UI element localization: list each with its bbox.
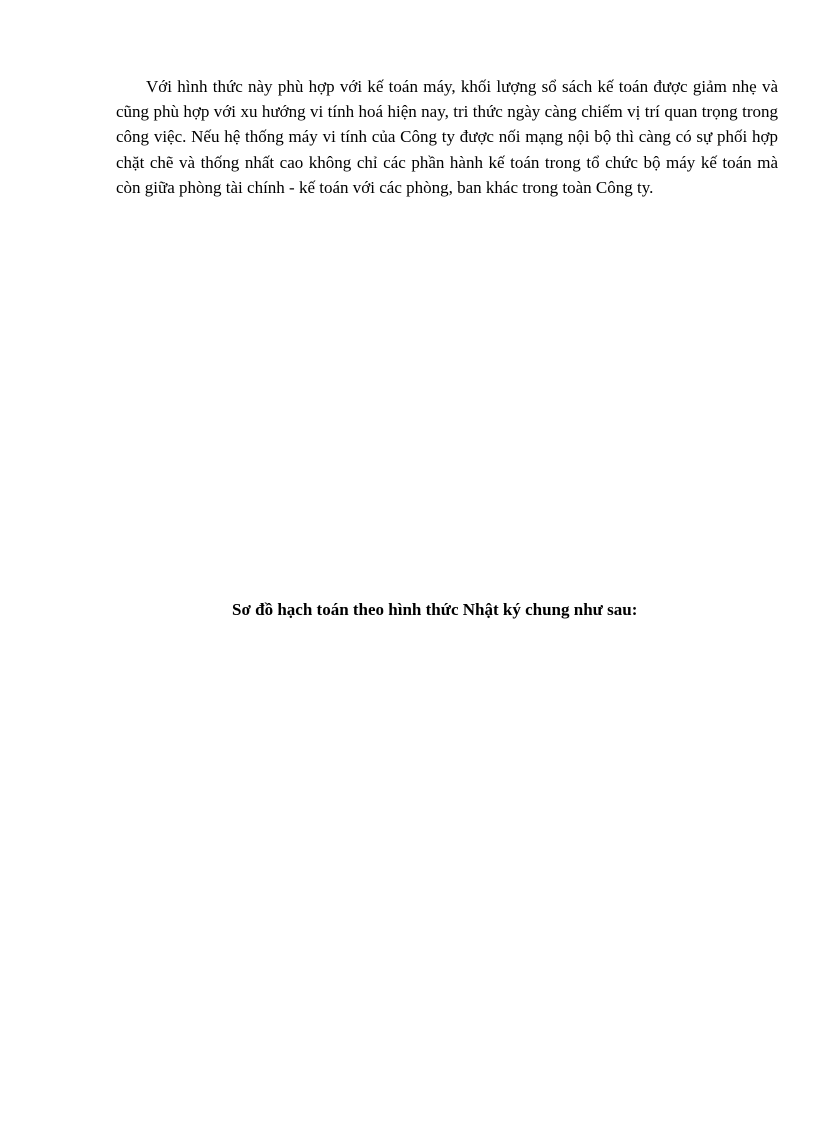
body-paragraph: Với hình thức này phù hợp với kế toán máy, khối lượng sổ sách kế toán được giảm nhẹ và cũng phù hợp với xu hướng vi tính hoá hiện nay, tri thức ngày càng chiếm vị trí quan trọng trong công việc. Nếu hệ thống máy vi tính của Công ty được nối mạng nội bộ thì càng có sự phối hợp chặt chẽ và thống nhất cao không chỉ các phần hành kế toán trong tổ chức bộ máy kế toán mà còn giữa phòng tài chính - kế toán với các phòng, ban khác trong toàn Công ty.	[116, 77, 778, 197]
section-heading: Sơ đồ hạch toán theo hình thức Nhật ký chung như sau:	[232, 600, 638, 619]
